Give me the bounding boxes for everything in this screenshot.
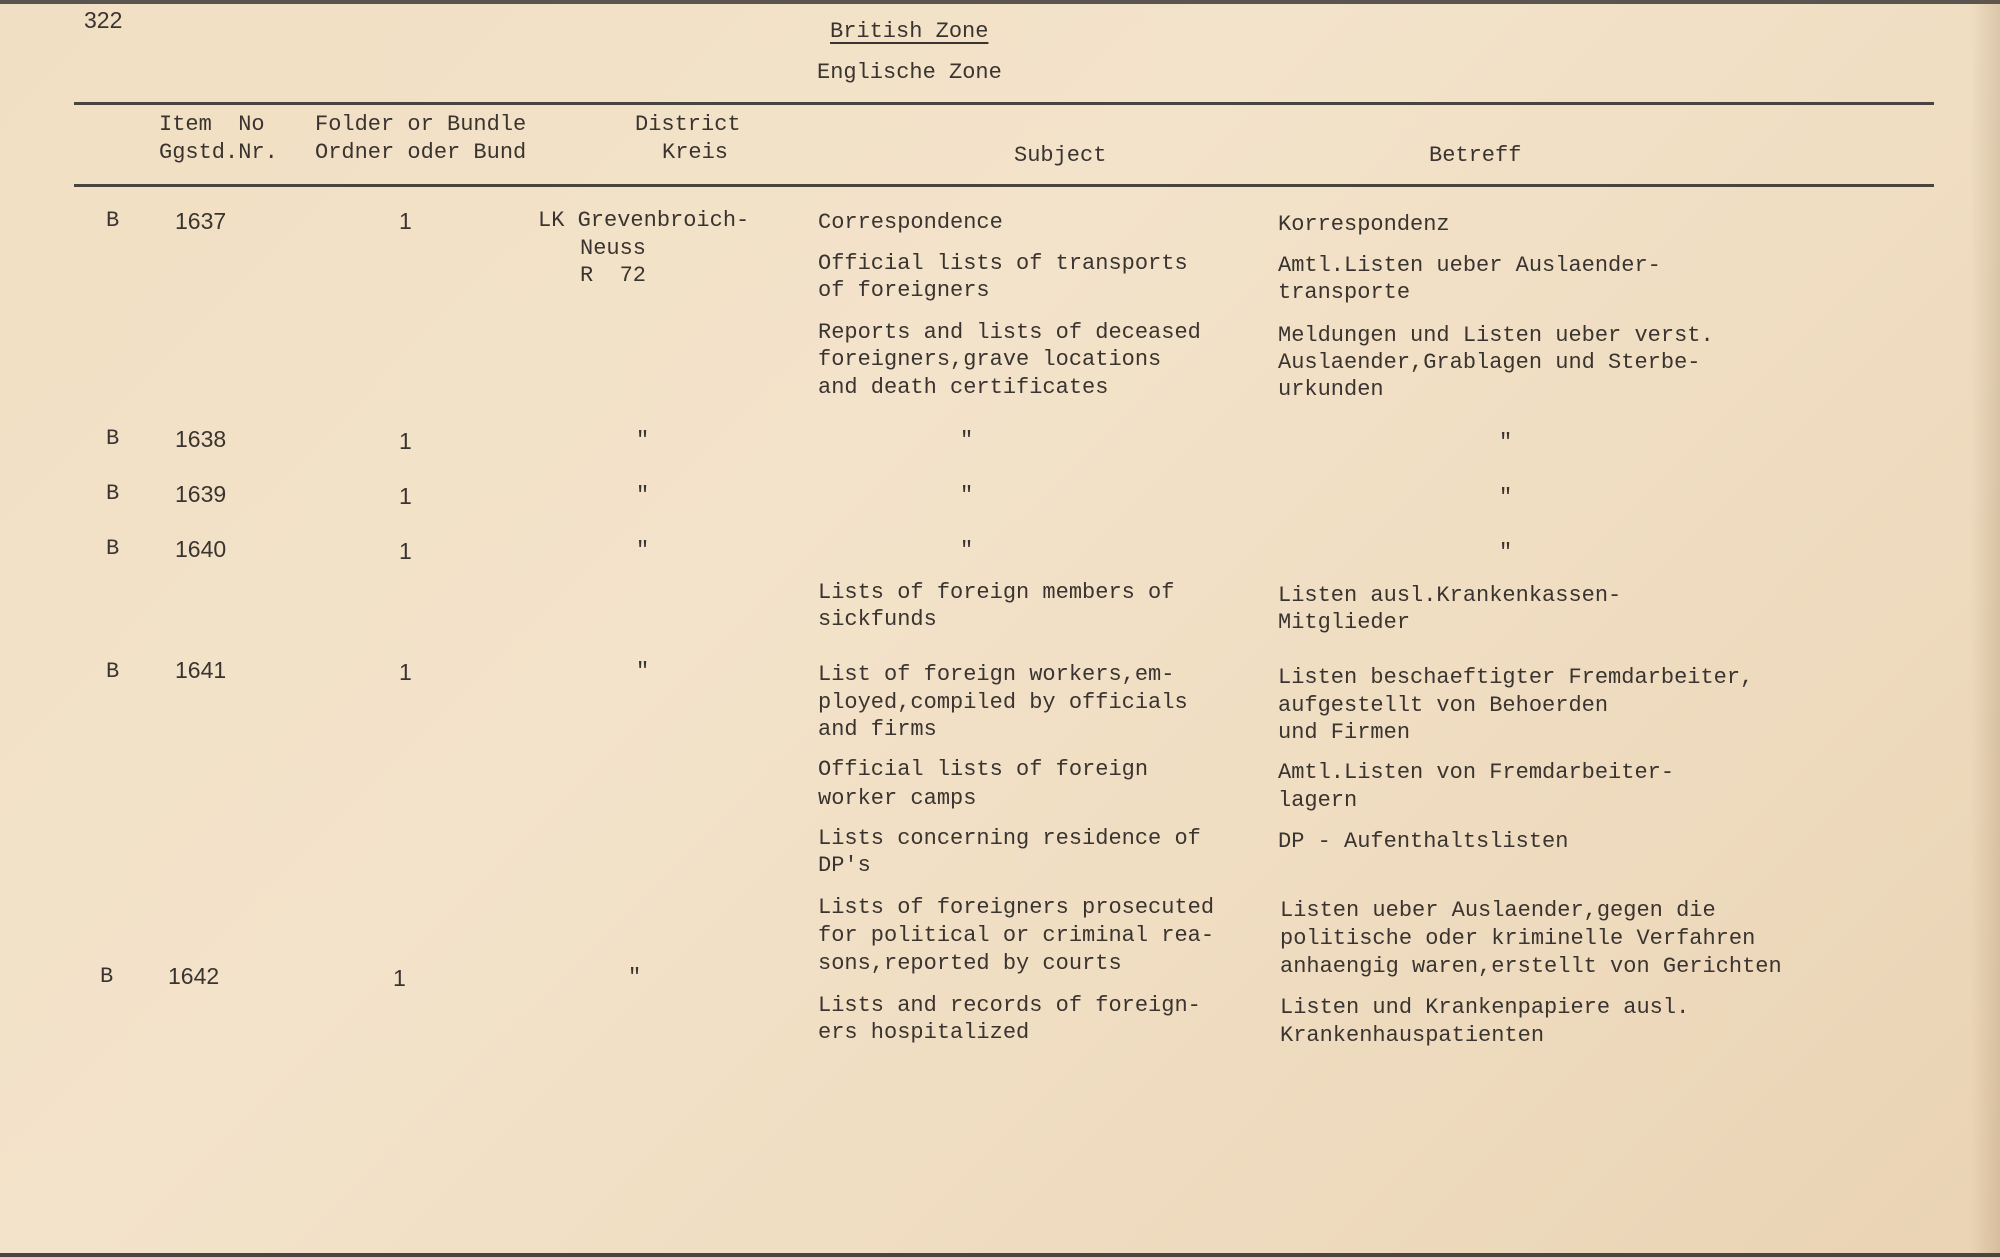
page-title: British Zone [830,19,989,44]
header-betreff: Betreff [1429,143,1522,168]
district: Neuss [580,236,647,261]
subject-line: ers hospitalized [818,1020,1030,1045]
subject-line: of foreigners [818,278,990,303]
scan-top-edge [0,0,2000,4]
folder-number: 1 [399,538,412,564]
scan-bottom-edge [0,1253,2000,1257]
district-ditto: " [636,428,650,453]
row-prefix: B [106,536,120,561]
folder-number: 1 [399,208,412,234]
item-number: 1642 [168,963,220,989]
subject-line: Lists of foreigners prosecuted [818,895,1215,920]
folder-number: 1 [393,965,406,991]
row-prefix: B [106,659,120,684]
betreff-line: Listen ueber Auslaender,gegen die [1280,898,1716,923]
betreff-line: Listen und Krankenpapiere ausl. [1280,995,1690,1020]
scan-right-edge [1970,0,2000,1257]
betreff-line: transporte [1278,280,1411,305]
page-subtitle: Englische Zone [817,60,1002,85]
betreff-line: Krankenhauspatienten [1280,1023,1545,1048]
betreff-line: und Firmen [1278,720,1411,745]
row-prefix: B [100,964,114,989]
subject-line: worker camps [818,786,977,811]
header-item-no-de: Ggstd.Nr. [159,140,278,165]
betreff-line: Amtl.Listen ueber Auslaender- [1278,253,1661,278]
betreff-ditto: " [1499,540,1513,565]
item-number: 1638 [175,426,227,452]
betreff-line: DP - Aufenthaltslisten [1278,829,1569,854]
subject-line: sickfunds [818,607,937,632]
row-prefix: B [106,481,120,506]
row-prefix: B [106,208,120,233]
header-top-rule [74,102,1934,105]
subject-line: and firms [818,717,937,742]
subject-line: List of foreign workers,em- [818,662,1175,687]
row-prefix: B [106,426,120,451]
betreff-ditto: " [1499,485,1513,510]
district-ditto: " [636,483,650,508]
district-code: R 72 [580,263,647,288]
header-item-no: Item No [159,112,265,137]
subject-line: Official lists of foreign [818,757,1149,782]
betreff-ditto: " [1499,430,1513,455]
subject-ditto: " [960,483,974,508]
subject-line: Lists and records of foreign- [818,993,1201,1018]
header-bottom-rule [74,184,1934,187]
subject-line: Lists of foreign members of [818,580,1175,605]
item-number: 1637 [175,208,227,234]
subject-line: Correspondence [818,210,1003,235]
betreff-line: anhaengig waren,erstellt von Gerichten [1280,954,1782,979]
folder-number: 1 [399,428,412,454]
district-ditto: " [636,659,650,684]
district-ditto: " [636,538,650,563]
betreff-line: Mitglieder [1278,610,1411,635]
subject-line: ployed,compiled by officials [818,690,1188,715]
header-district-de: Kreis [662,140,729,165]
betreff-line: urkunden [1278,377,1384,402]
betreff-line: Meldungen und Listen ueber verst. [1278,323,1714,348]
subject-line: Reports and lists of deceased [818,320,1201,345]
subject-line: DP's [818,853,871,878]
item-number: 1639 [175,481,227,507]
betreff-line: aufgestellt von Behoerden [1278,693,1609,718]
item-number: 1640 [175,536,227,562]
betreff-line: Amtl.Listen von Fremdarbeiter- [1278,760,1675,785]
subject-line: Official lists of transports [818,251,1188,276]
folder-number: 1 [399,483,412,509]
folder-number: 1 [399,659,412,685]
betreff-line: lagern [1278,788,1358,813]
subject-line: sons,reported by courts [818,951,1122,976]
subject-line: and death certificates [818,375,1109,400]
betreff-line: Listen beschaeftigter Fremdarbeiter, [1278,665,1754,690]
header-subject: Subject [1014,143,1107,168]
subject-line: for political or criminal rea- [818,923,1215,948]
betreff-line: Auslaender,Grablagen und Sterbe- [1278,350,1701,375]
subject-line: foreigners,grave locations [818,347,1162,372]
district-ditto: " [628,965,642,990]
header-district: District [635,112,741,137]
header-folder: Folder or Bundle [315,112,527,137]
district: LK Grevenbroich- [538,208,750,233]
subject-line: Lists concerning residence of [818,826,1201,851]
betreff-line: Listen ausl.Krankenkassen- [1278,583,1622,608]
header-folder-de: Ordner oder Bund [315,140,527,165]
page-number: 322 [84,7,123,33]
betreff-line: politische oder kriminelle Verfahren [1280,926,1756,951]
item-number: 1641 [175,657,227,683]
subject-ditto: " [960,538,974,563]
betreff-line: Korrespondenz [1278,212,1450,237]
subject-ditto: " [960,428,974,453]
